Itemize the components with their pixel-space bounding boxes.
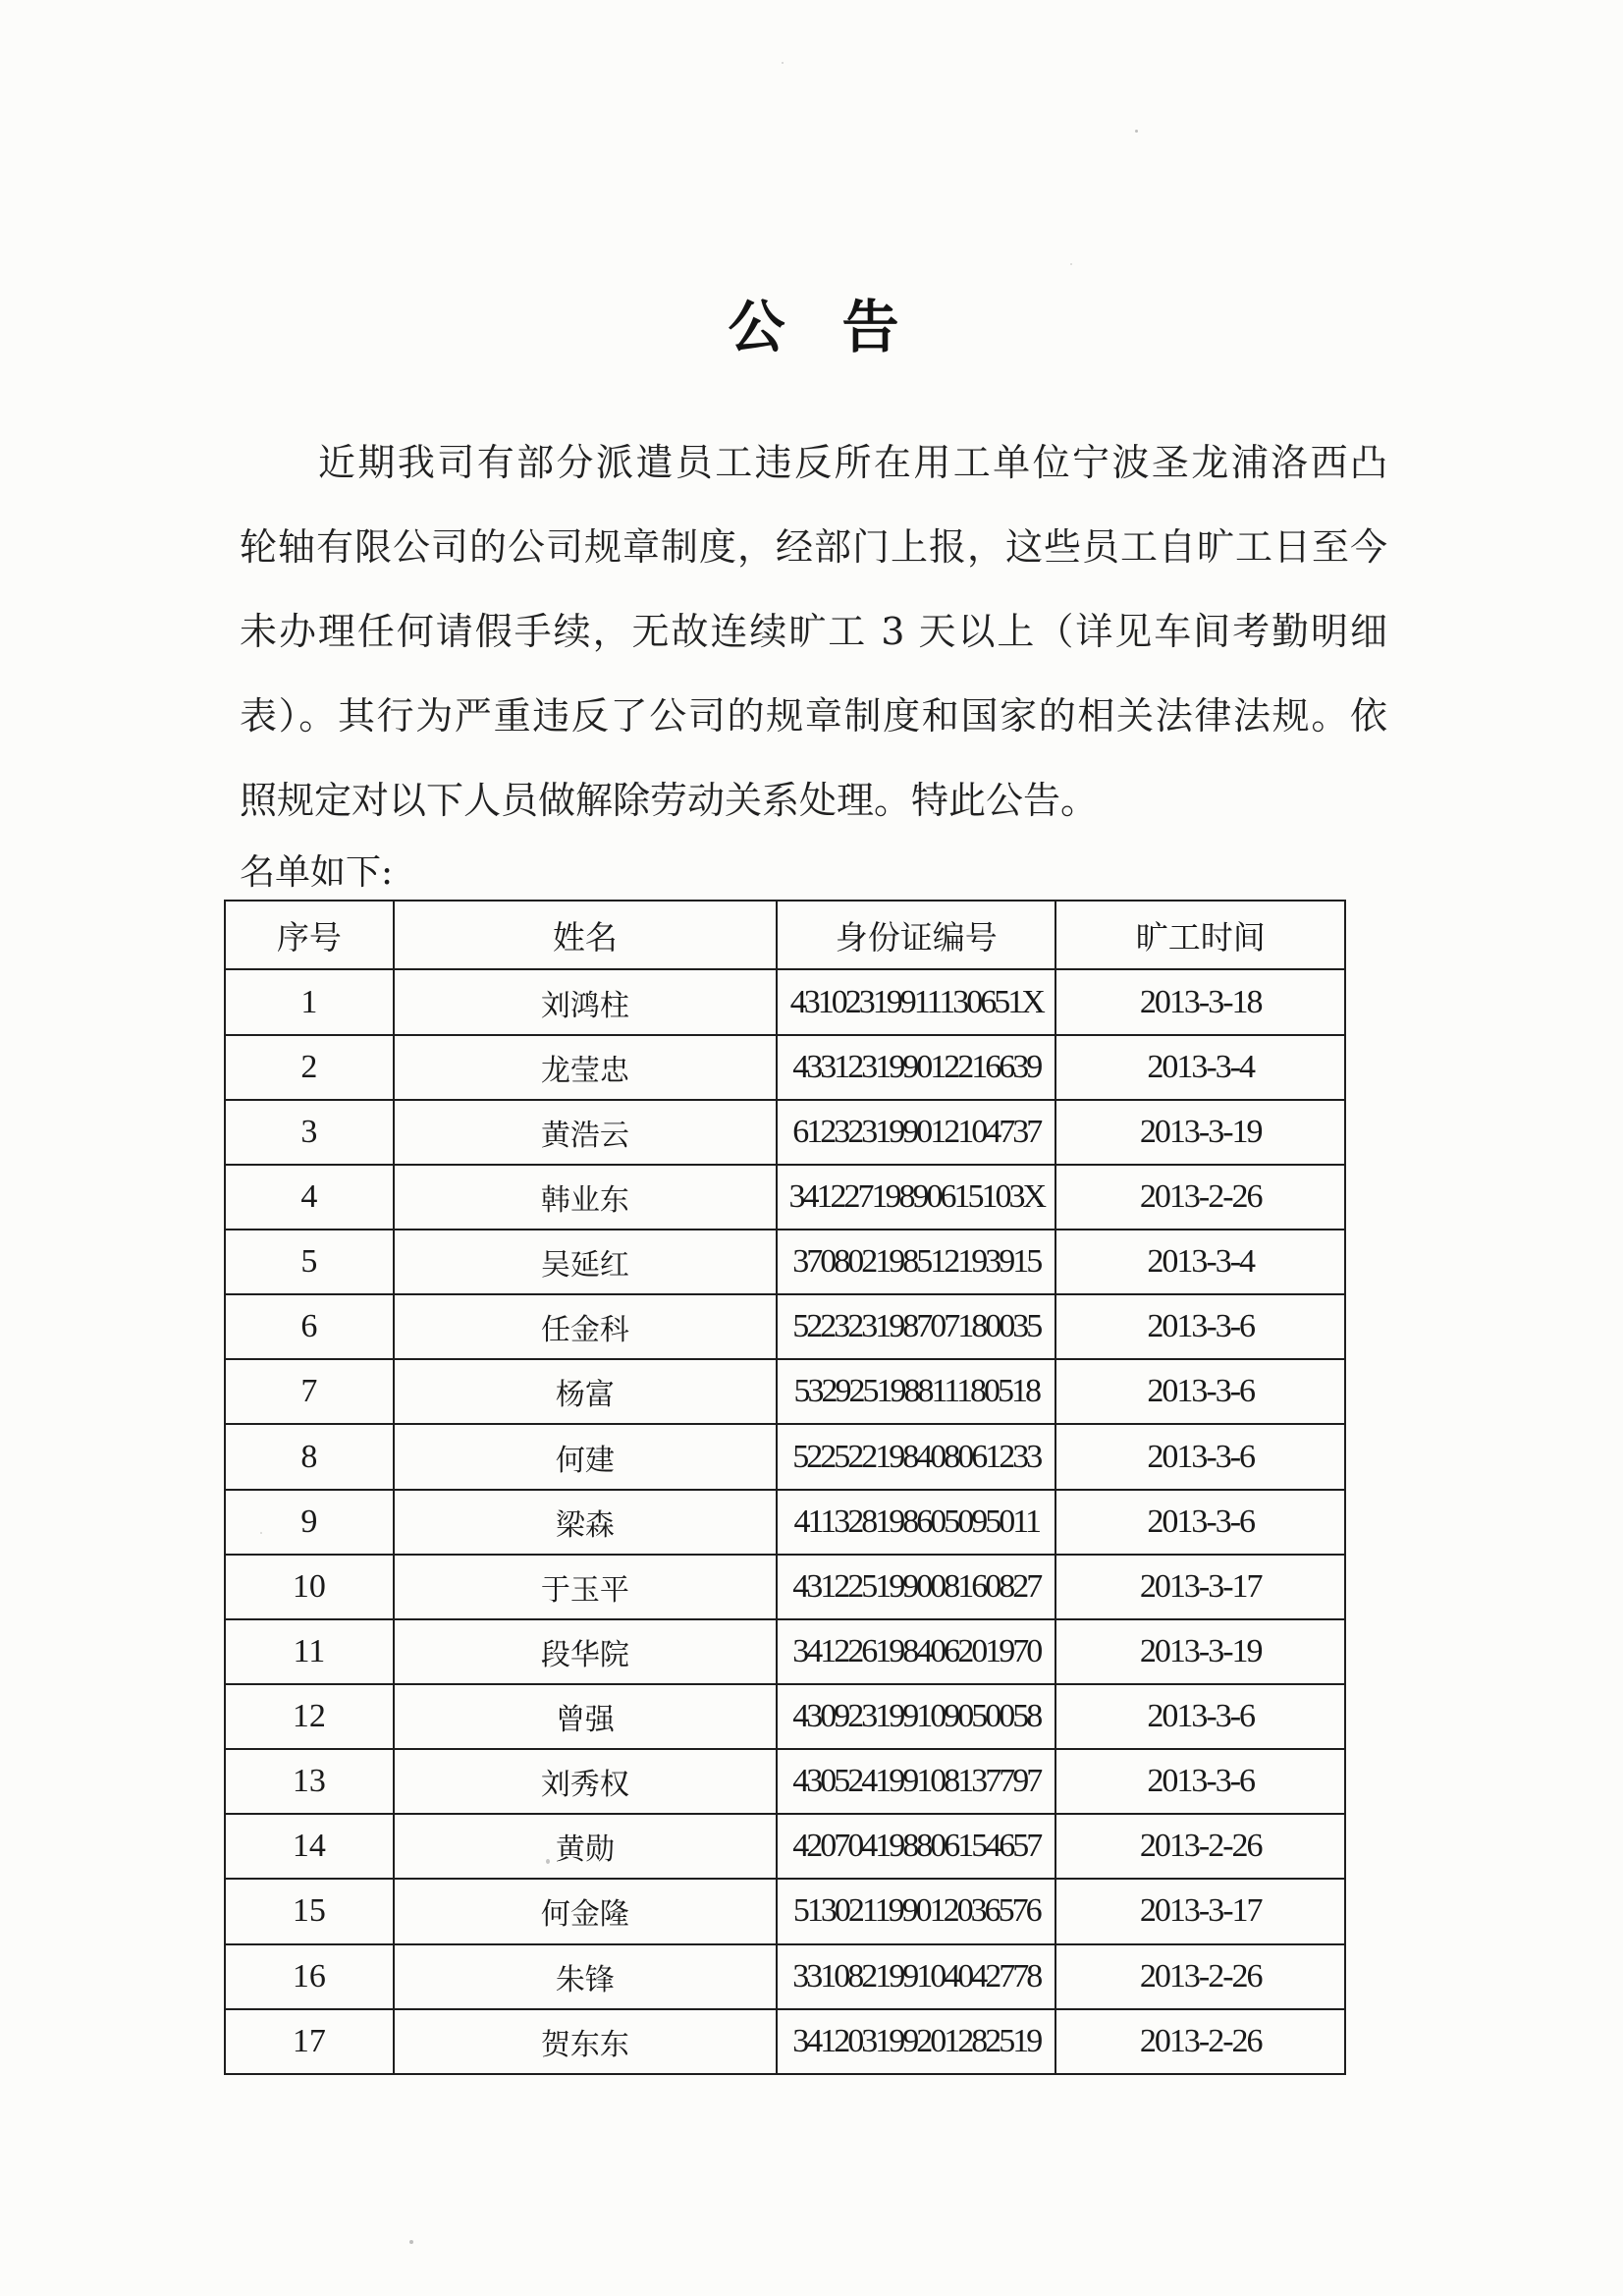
header-name: 姓名 [394,901,777,969]
cell-name: 杨富 [394,1359,777,1424]
dismissal-roster-table [224,900,1346,2075]
cell-serial: 17 [225,2009,394,2074]
cell-id-number: 370802198512193915 [777,1230,1055,1294]
cell-name: 于玉平 [394,1555,777,1619]
cell-name: 韩业东 [394,1165,777,1230]
scan-speck [1070,263,1072,265]
table-row [225,1555,1345,1619]
cell-id-number: 433123199012216639 [777,1035,1055,1100]
paragraph-line: 未办理任何请假手续，无故连续旷工 3 天以上（详见车间考勤明细 [240,610,1387,653]
cell-absence-date: 2013-2-26 [1055,1165,1345,1230]
header-serial: 序号 [225,901,394,969]
cell-absence-date: 2013-3-6 [1055,1294,1345,1359]
cell-serial: 16 [225,1944,394,2009]
cell-serial: 13 [225,1749,394,1814]
cell-serial: 11 [225,1619,394,1684]
cell-name: 朱锋 [394,1944,777,2009]
paragraph-line: 表）。其行为严重违反了公司的规章制度和国家的相关法律法规。依 [240,694,1387,738]
table-row [225,1165,1345,1230]
cell-name: 何建 [394,1424,777,1489]
cell-name: 段华院 [394,1619,777,1684]
cell-id-number: 532925198811180518 [777,1359,1055,1424]
cell-name: 何金隆 [394,1879,777,1943]
cell-serial: 5 [225,1230,394,1294]
scan-speck [546,1859,550,1864]
scan-speck [1135,130,1138,133]
cell-serial: 10 [225,1555,394,1619]
table-row [225,1944,1345,2009]
cell-serial: 14 [225,1814,394,1879]
cell-absence-date: 2013-3-6 [1055,1424,1345,1489]
cell-id-number: 612323199012104737 [777,1100,1055,1165]
cell-name: 曾强 [394,1684,777,1749]
cell-name: 黄勋 [394,1814,777,1879]
cell-absence-date: 2013-3-6 [1055,1359,1345,1424]
table-row [225,1749,1345,1814]
table-row [225,1359,1345,1424]
table-row [225,969,1345,1034]
cell-absence-date: 2013-3-18 [1055,969,1345,1034]
table-row [225,2009,1345,2074]
cell-id-number: 341226198406201970 [777,1619,1055,1684]
table-row [225,1879,1345,1943]
table-row [225,1294,1345,1359]
cell-name: 龙莹忠 [394,1035,777,1100]
cell-id-number: 522323198707180035 [777,1294,1055,1359]
cell-absence-date: 2013-3-4 [1055,1230,1345,1294]
cell-absence-date: 2013-3-6 [1055,1749,1345,1814]
cell-id-number: 430524199108137797 [777,1749,1055,1814]
cell-id-number: 431225199008160827 [777,1555,1055,1619]
header-id-number: 身份证编号 [777,901,1055,969]
cell-absence-date: 2013-3-4 [1055,1035,1345,1100]
cell-name: 贺东东 [394,2009,777,2074]
cell-absence-date: 2013-3-19 [1055,1100,1345,1165]
cell-name: 梁森 [394,1490,777,1555]
cell-serial: 15 [225,1879,394,1943]
cell-id-number: 331082199104042778 [777,1944,1055,2009]
cell-id-number: 34122719890615103X [777,1165,1055,1230]
cell-serial: 8 [225,1424,394,1489]
cell-serial: 12 [225,1684,394,1749]
table-row [225,1424,1345,1489]
cell-id-number: 411328198605095011 [777,1490,1055,1555]
cell-serial: 9 [225,1490,394,1555]
table-row [225,1619,1345,1684]
cell-id-number: 420704198806154657 [777,1814,1055,1879]
cell-id-number: 522522198408061233 [777,1424,1055,1489]
scan-speck [782,62,784,64]
cell-absence-date: 2013-3-19 [1055,1619,1345,1684]
cell-absence-date: 2013-2-26 [1055,1814,1345,1879]
cell-serial: 3 [225,1100,394,1165]
announcement-paragraph [240,420,1387,843]
table-header-row [225,901,1345,969]
cell-id-number: 430923199109050058 [777,1684,1055,1749]
cell-serial: 6 [225,1294,394,1359]
table-row [225,1230,1345,1294]
cell-name: 黄浩云 [394,1100,777,1165]
cell-name: 吴延红 [394,1230,777,1294]
paragraph-line: 轮轴有限公司的公司规章制度，经部门上报，这些员工自旷工日至今 [240,525,1387,569]
cell-name: 刘秀权 [394,1749,777,1814]
cell-id-number: 43102319911130651X [777,969,1055,1034]
cell-id-number: 513021199012036576 [777,1879,1055,1943]
cell-id-number: 341203199201282519 [777,2009,1055,2074]
cell-serial: 7 [225,1359,394,1424]
table-row [225,1100,1345,1165]
cell-serial: 2 [225,1035,394,1100]
paragraph-line: 近期我司有部分派遣员工违反所在用工单位宁波圣龙浦洛西凸 [318,441,1387,484]
cell-name: 刘鸿柱 [394,969,777,1034]
cell-absence-date: 2013-3-17 [1055,1879,1345,1943]
cell-name: 任金科 [394,1294,777,1359]
cell-absence-date: 2013-2-26 [1055,1944,1345,2009]
cell-serial: 1 [225,969,394,1034]
paragraph-line: 照规定对以下人员做解除劳动关系处理。特此公告。 [240,779,1099,822]
scan-speck [409,2240,413,2244]
table-row [225,1490,1345,1555]
page-title: 公 告 [728,294,899,360]
cell-absence-date: 2013-3-6 [1055,1684,1345,1749]
scan-speck [260,1532,262,1534]
cell-absence-date: 2013-3-6 [1055,1490,1345,1555]
table-row [225,1814,1345,1879]
cell-absence-date: 2013-2-26 [1055,2009,1345,2074]
header-absence-date: 旷工时间 [1055,901,1345,969]
list-intro-label: 名单如下: [240,852,394,893]
table-row [225,1035,1345,1100]
table-row [225,1684,1345,1749]
cell-serial: 4 [225,1165,394,1230]
cell-absence-date: 2013-3-17 [1055,1555,1345,1619]
